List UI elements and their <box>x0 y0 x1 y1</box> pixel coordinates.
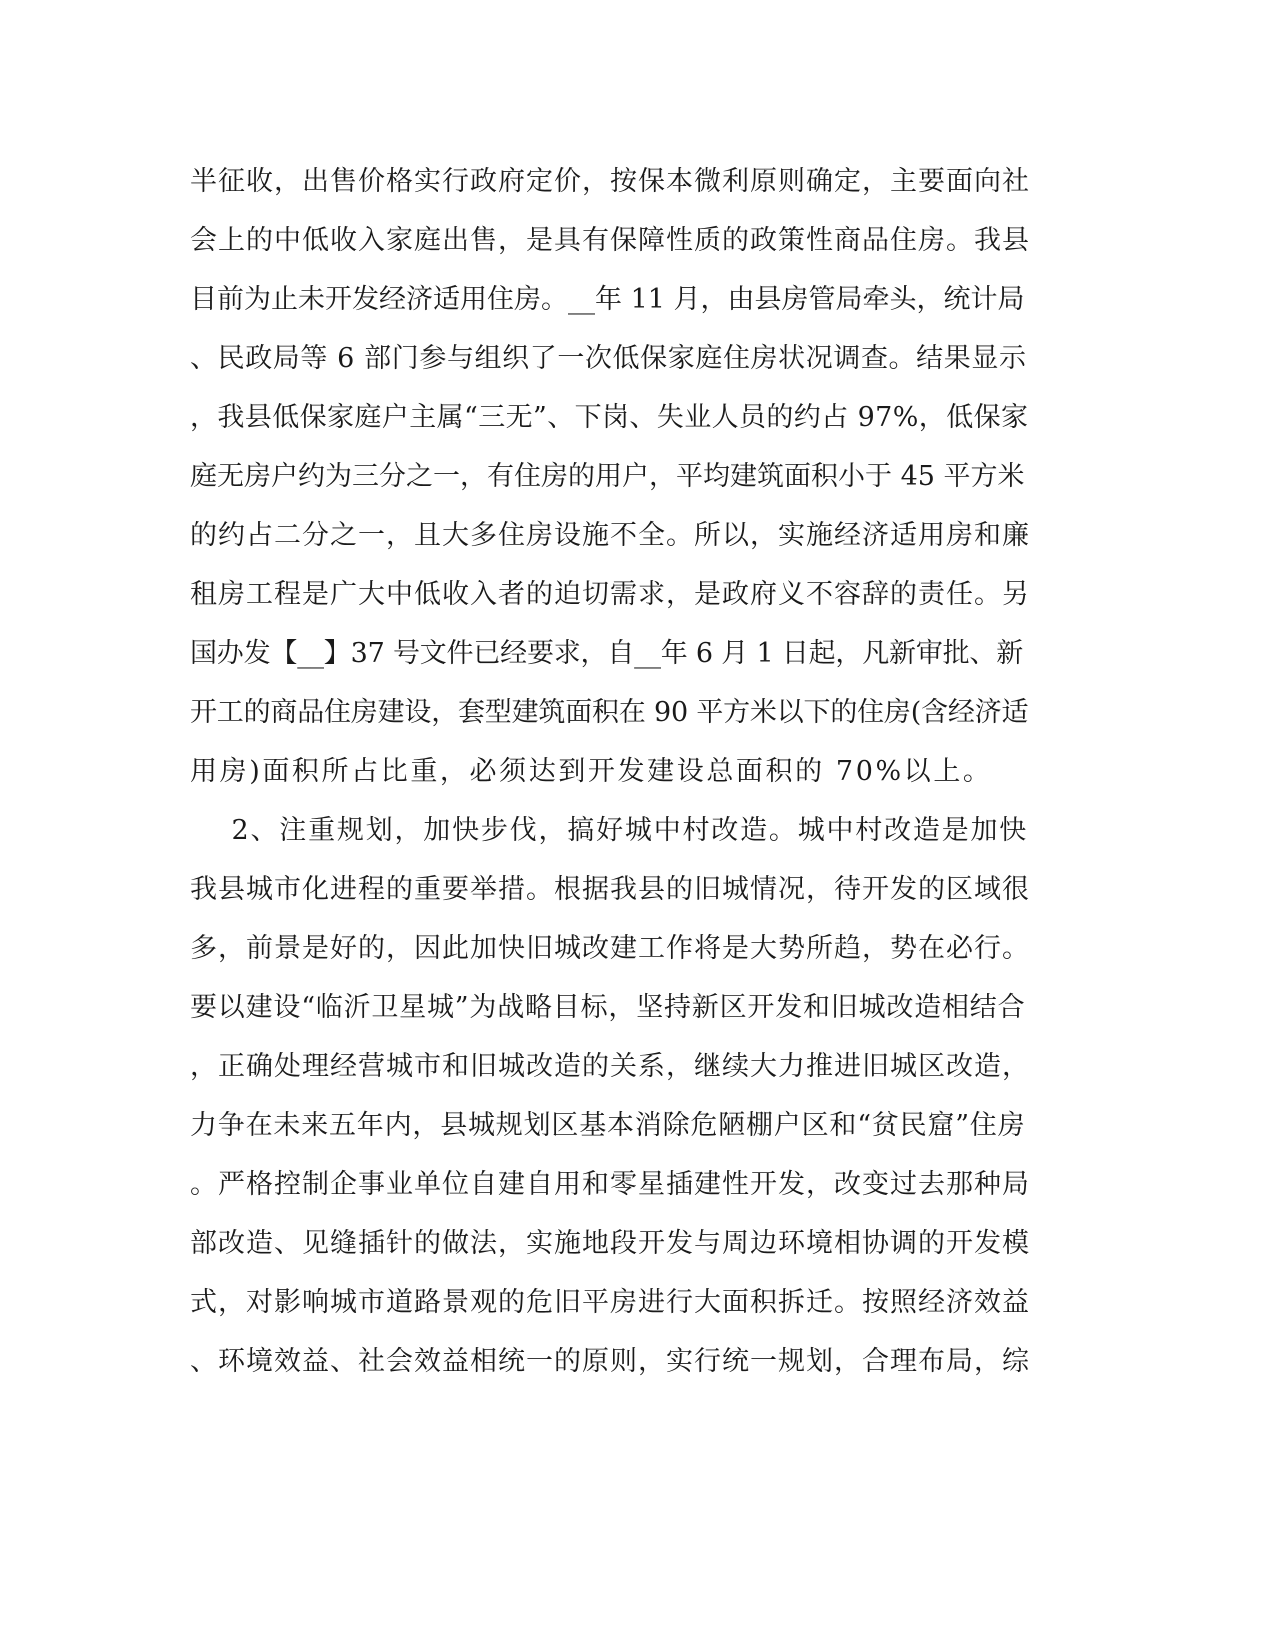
text-line: 的约占二分之一，且大多住房设施不全。所以，实施经济适用房和廉 <box>190 520 1030 551</box>
text-line: ，我县低保家庭户主属“三无”、下岗、失业人员的约占 97%，低保家 <box>190 402 1029 433</box>
text-line: 国办发【__】37 号文件已经要求，自__年 6 月 1 日起，凡新审批、新 <box>190 638 1024 669</box>
text-line: 要以建设“临沂卫星城”为战略目标，坚持新区开发和旧城改造相结合 <box>190 992 1026 1023</box>
text-line: 式，对影响城市道路景观的危旧平房进行大面积拆迁。按照经济效益 <box>190 1287 1030 1318</box>
text-line: 部改造、见缝插针的做法，实施地段开发与周边环境相协调的开发模 <box>190 1228 1030 1259</box>
text-line: 庭无房户约为三分之一，有住房的用户，平均建筑面积小于 45 平方米 <box>190 461 1025 492</box>
text-line: 多，前景是好的，因此加快旧城改建工作将是大势所趋，势在必行。 <box>190 933 1030 964</box>
text-line: 半征收，出售价格实行政府定价，按保本微利原则确定，主要面向社 <box>190 166 1030 197</box>
text-line: 用房)面积所占比重，必须达到开发建设总面积的 70%以上。 <box>190 756 993 787</box>
text-line: 目前为止未开发经济适用住房。__年 11 月，由县房管局牵头，统计局 <box>190 284 1025 315</box>
paragraph-start-line: 2、注重规划，加快步伐，搞好城中村改造。城中村改造是加快 <box>190 815 1029 846</box>
text-line: 租房工程是广大中低收入者的迫切需求，是政府义不容辞的责任。另 <box>190 579 1030 610</box>
text-line: 。严格控制企事业单位自建自用和零星插建性开发，改变过去那种局 <box>190 1169 1030 1200</box>
text-line: 力争在未来五年内，县城规划区基本消除危陋棚户区和“贫民窟”住房 <box>190 1110 1026 1141</box>
text-line: 、环境效益、社会效益相统一的原则，实行统一规划，合理布局，综 <box>190 1346 1030 1377</box>
text-line: 、民政局等 6 部门参与组织了一次低保家庭住房状况调查。结果显示 <box>190 343 1027 374</box>
text-line: ，正确处理经营城市和旧城改造的关系，继续大力推进旧城区改造， <box>190 1051 1030 1082</box>
text-line: 会上的中低收入家庭出售，是具有保障性质的政策性商品住房。我县 <box>190 225 1030 256</box>
text-line: 开工的商品住房建设，套型建筑面积在 90 平方米以下的住房(含经济适 <box>190 697 1029 728</box>
text-line: 我县城市化进程的重要举措。根据我县的旧城情况，待开发的区域很 <box>190 874 1030 905</box>
